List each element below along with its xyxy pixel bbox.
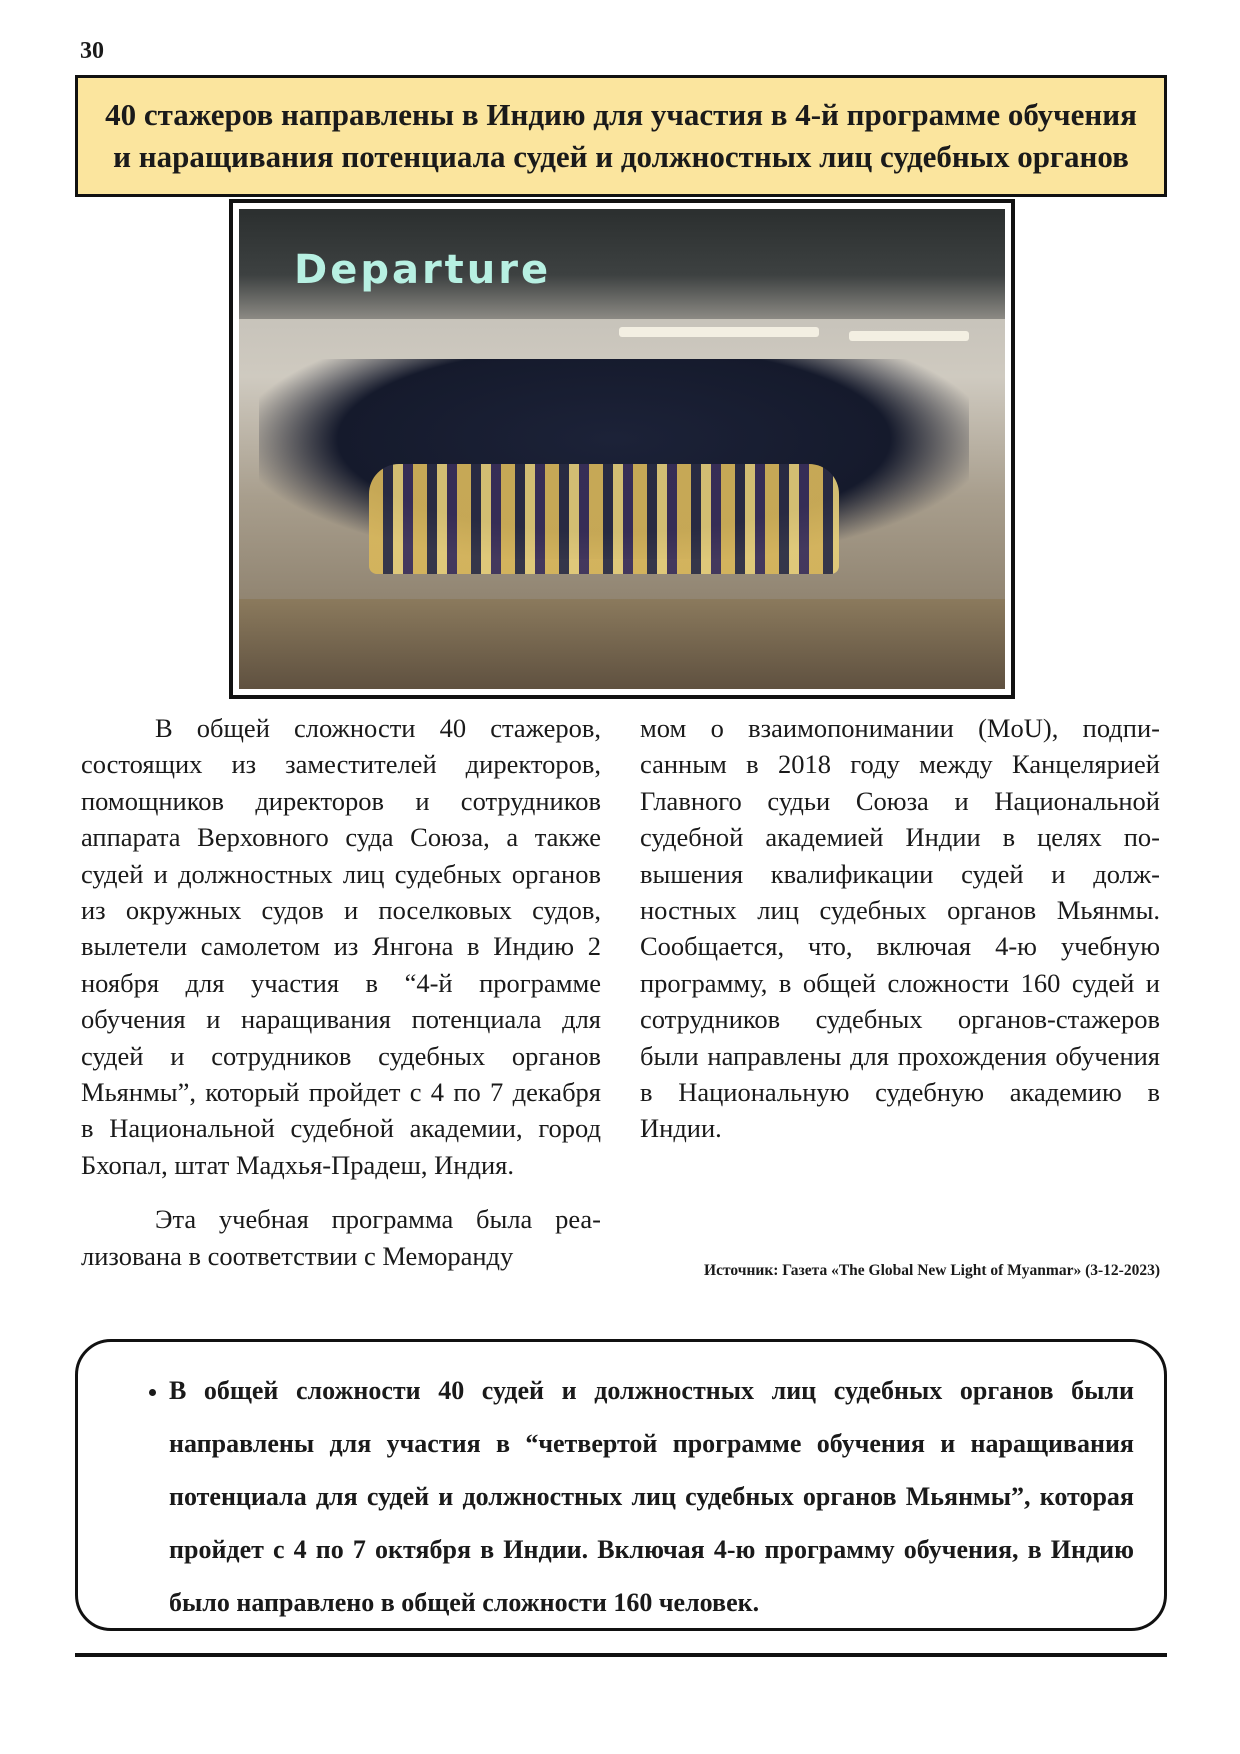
source-credit: Источник: Газета «The Global New Light of Myanmar» (3-12-2023) (704, 1262, 1160, 1279)
title-banner (75, 75, 1167, 197)
floor (239, 599, 1005, 689)
seated-front-row (369, 464, 839, 574)
departure-sign (239, 209, 1005, 319)
summary-list (121, 1364, 1134, 1629)
group-photo (239, 209, 1005, 689)
article-paragraph: Эта учебная программа была реализована в соответствии с Меморанду (81, 1204, 601, 1271)
summary-box (75, 1339, 1167, 1631)
photo-frame (229, 199, 1015, 699)
article-paragraph: В общей сложности 40 стажеров, состоящих из заместителей директоров, помощников директоров и сотрудников аппарата Верховного суда Союза, а также судей и должностных лиц судебных органов из окружных судов и поселковых судов, вылетели самолетом из Янгона в Индию 2 ноября для участия в “4-й программе обучения и наращивания потенциала для судей и сотрудников судебных органов Мьянмы”, который пройдет с 4 по 7 декабря в Национальной судебной академии, город Бхопал, штат Мадхья-Прадеш, Индия. (81, 713, 601, 1180)
departure-sign-text: Departure (294, 247, 552, 293)
summary-bullet: • В общей сложности 40 судей и должностных лиц судебных органов были направлены для участия в “четвертой программе обучения и наращивания потенциала для судей и должностных лиц судебных органов Мьянмы”, которая пройдет с 4 по 7 октября в Индии. Включая 4-ю программу обучения, в Индию было направлено в общей сложности 160 человек. (169, 1364, 1134, 1629)
article-left-column (81, 710, 601, 1274)
page-title: 40 стажеров направлены в Индию для участия в 4-й программе обучения и наращивания потенциала судей и должностных лиц судебных органов (105, 97, 1137, 174)
article-right-column (640, 710, 1160, 1147)
page-number: 30 (80, 38, 104, 64)
ceiling-light (619, 327, 819, 337)
article-paragraph: мом о взаимопонимании (MoU), подписанным в 2018 году между Канцелярией Главного судьи Союза и Национальной судебной академией Индии в целях повышения квалификации судей и должностных лиц судебных органов Мьянмы. Сообщается, что, включая 4-ю учебную программу, в общей сложности 160 судей и сотрудников судебных органов-стажеров были направлены для прохождения обучения в Национальную судебную академию в Индии. (640, 713, 1160, 1144)
bottom-rule (75, 1653, 1167, 1657)
ceiling-light (849, 331, 969, 341)
